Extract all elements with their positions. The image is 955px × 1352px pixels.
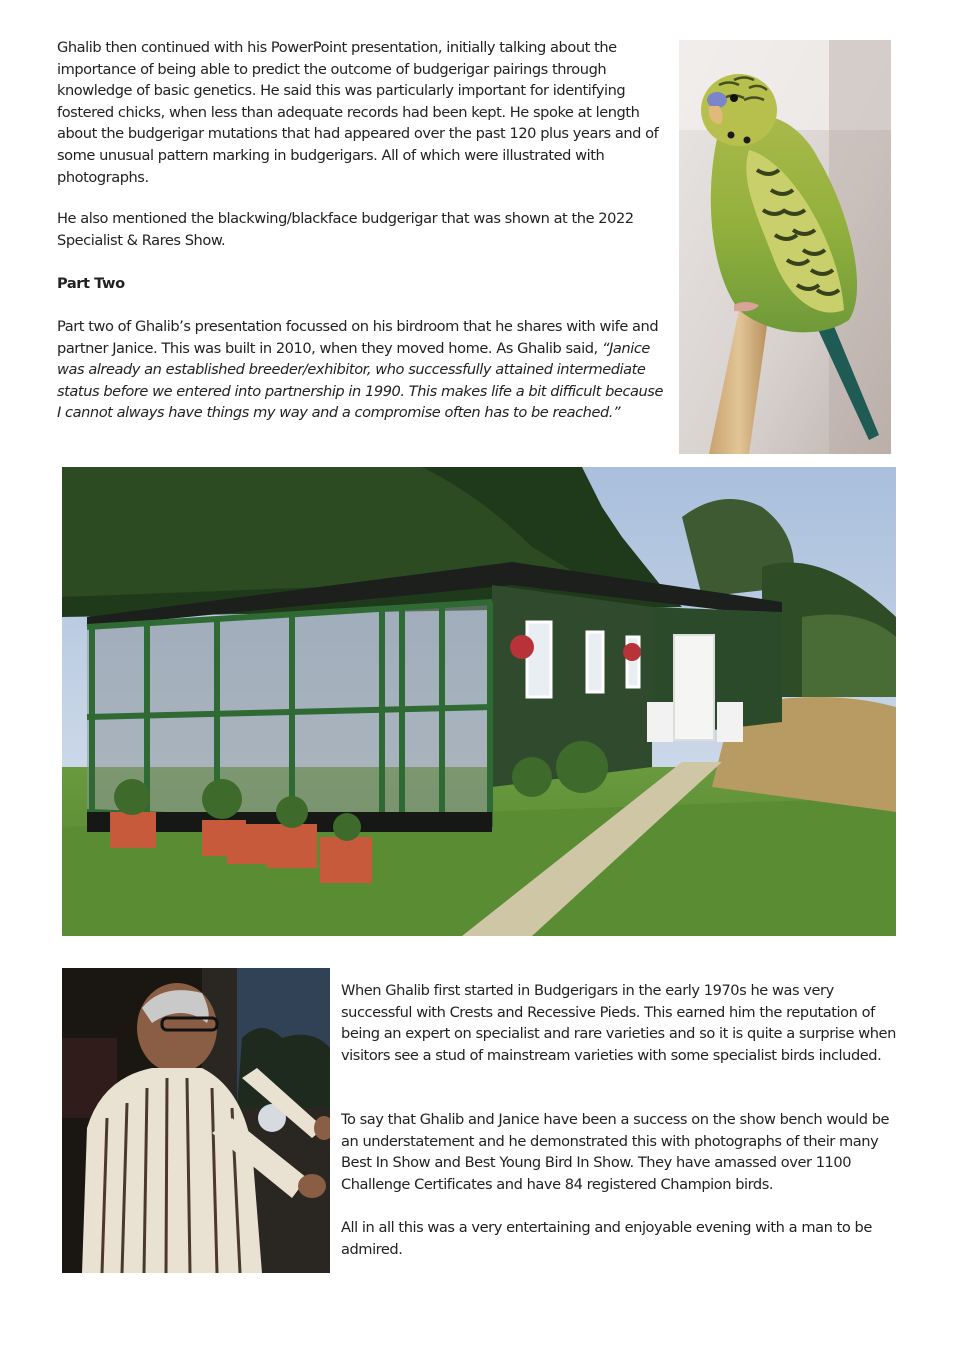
history-paragraph: When Ghalib first started in Budgerigars in the early 1970s he was very successful with Crests and Recessive Pieds. This earned him the reputation of being an expert on specialist and rare varieties and so it is quite a surprise when visitors see a stud of mainstream varieties with some specialist birds included. [341, 982, 896, 1064]
blackwing-paragraph: He also mentioned the blackwing/blackface budgerigar that was shown at the 2022 Specialist & Rares Show. [57, 210, 634, 249]
birdroom-paragraph [57, 316, 669, 424]
intro-paragraph: Ghalib then continued with his PowerPoint presentation, initially talking about the importance of being able to predict the outcome of budgerigar pairings through knowledge of basic genetics. He said this was particularly important for identifying fostered chicks, when less than adequate records had been kept. He spoke at length about the budgerigar mutations that had appeared over the past 120 plus years and of some unusual pattern marking in budgerigars. All of which were illustrated with photographs. [57, 39, 659, 186]
birdroom-intro-text: Part two of Ghalib’s presentation focussed on his birdroom that he shares with wife and partner Janice. This was built in 2010, when they moved home. As Ghalib said, [57, 318, 659, 357]
closing-paragraph: All in all this was a very entertaining and enjoyable evening with a man to be admired. [341, 1219, 872, 1258]
ghalib-quote: “Janice was already an established breeder/exhibitor, who successfully attained intermediate status before we entered into partnership in 1990. This makes life a bit difficult because I cannot always have things my way and a compromise often has to be reached.” [57, 339, 663, 422]
section-heading-part-two: Part Two [57, 275, 125, 292]
budgie-photo [679, 40, 891, 454]
show-success-paragraph: To say that Ghalib and Janice have been a success on the show bench would be an understatement and he demonstrated this with photographs of their many Best In Show and Best Young Bird In Show. They have amassed over 1100 Challenge Certificates and have 84 registered Champion birds. [341, 1111, 890, 1193]
ghalib-portrait-photo [62, 968, 330, 1273]
birdroom-photo [62, 467, 896, 936]
